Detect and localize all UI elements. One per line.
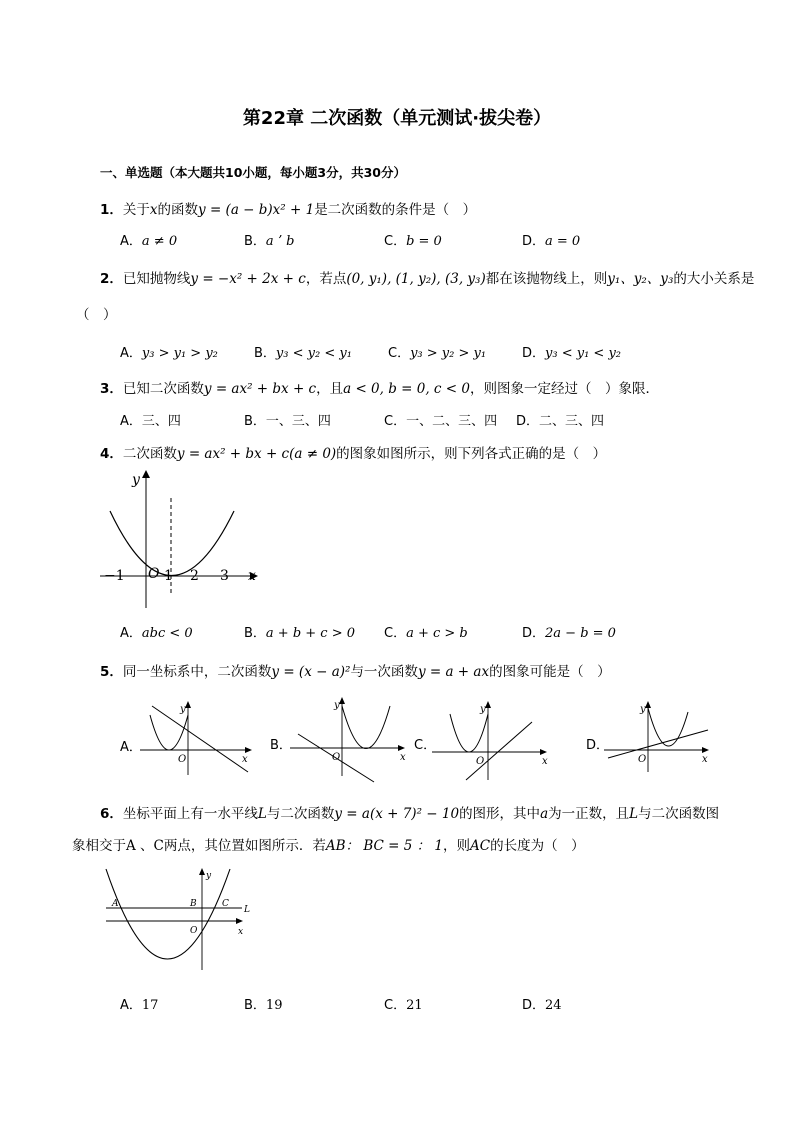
option-d[interactable]: D．y₃ < y₁ < y₂ <box>522 346 621 361</box>
q5-graph-c <box>432 700 552 784</box>
option-d[interactable]: D．2a − b = 0 <box>522 626 616 641</box>
option-b[interactable]: B． <box>270 738 292 753</box>
svg-text:O: O <box>476 756 485 767</box>
svg-text:y: y <box>334 700 340 711</box>
svg-text:B: B <box>190 899 197 909</box>
origin-label: O <box>148 566 160 582</box>
svg-text:x: x <box>400 752 406 763</box>
svg-text:O: O <box>178 754 187 765</box>
svg-text:y: y <box>180 704 186 715</box>
option-b[interactable]: B．a + b + c > 0 <box>244 626 356 641</box>
option-c[interactable]: C．21 <box>384 998 423 1013</box>
q6-parabola-graph <box>100 866 260 976</box>
q5-graph-b <box>290 696 410 786</box>
option-a[interactable]: A．三、四 <box>120 414 181 429</box>
option-a[interactable]: A．abc < 0 <box>120 626 193 641</box>
question-6: 6．坐标平面上有一水平线L与二次函数y = a(x + 7)² − 10的图形，其中a为一正数，且L与二次函数图 <box>100 806 720 822</box>
svg-text:y: y <box>206 871 212 881</box>
question-6-line2: 象相交于A 、C两点，其位置如图所示．若AB： BC = 5 ： 1，则AC的长度为（ ） <box>72 838 585 854</box>
option-b[interactable]: B．19 <box>244 998 283 1013</box>
x-axis-label: x <box>248 568 256 584</box>
svg-text:O: O <box>332 752 341 763</box>
option-a[interactable]: A．a ≠ 0 <box>120 234 178 249</box>
option-a[interactable]: A． <box>120 740 142 755</box>
svg-text:x: x <box>242 754 248 765</box>
option-a[interactable]: A．17 <box>120 998 159 1013</box>
question-2: 2．已知抛物线y = −x² + 2x + c，若点(0, y₁), (1, y₂), (3, y₃)都在该抛物线上，则y₁、y₂、y₃的大小关系是 <box>100 271 755 287</box>
tick-label: 3 <box>220 568 229 584</box>
q5-graph-a <box>140 700 260 780</box>
option-c[interactable]: C．b = 0 <box>384 234 442 249</box>
question-3: 3．已知二次函数y = ax² + bx + c，且a < 0, b = 0, c < 0，则图象一定经过（ ）象限． <box>100 381 659 397</box>
question-1: 1．关于x的函数y = (a − b)x² + 1是二次函数的条件是（ ） <box>100 202 477 218</box>
question-number: 1． <box>100 202 123 218</box>
option-b[interactable]: B．a ʼ b <box>244 234 295 249</box>
question-4: 4．二次函数y = ax² + bx + c(a ≠ 0)的图象如图所示，则下列各式正确的是（ ） <box>100 446 607 462</box>
q5-graph-d <box>604 700 716 776</box>
option-d[interactable]: D．24 <box>522 998 562 1013</box>
question-5: 5．同一坐标系中，二次函数y = (x − a)²与一次函数y = a + ax的图象可能是（ ） <box>100 664 611 680</box>
svg-text:L: L <box>244 905 250 915</box>
option-d[interactable]: D．a = 0 <box>522 234 581 249</box>
y-axis-label: y <box>132 472 140 488</box>
option-b[interactable]: B．一、三、四 <box>244 414 331 429</box>
option-d[interactable]: D．二、三、四 <box>516 414 605 429</box>
svg-text:x: x <box>542 756 548 767</box>
option-b[interactable]: B．y₃ < y₂ < y₁ <box>254 346 352 361</box>
page-title: 第22章 二次函数（单元测试·拔尖卷） <box>242 108 552 129</box>
svg-text:y: y <box>640 704 646 715</box>
svg-text:C: C <box>222 899 229 909</box>
option-a[interactable]: A．y₃ > y₁ > y₂ <box>120 346 218 361</box>
option-c[interactable]: C．a + c > b <box>384 626 468 641</box>
svg-text:O: O <box>190 926 198 936</box>
tick-label: −1 <box>104 568 125 584</box>
svg-text:x: x <box>238 927 244 937</box>
section-heading: 一、单选题（本大题共10小题，每小题3分，共30分） <box>100 165 406 180</box>
svg-text:A: A <box>112 899 119 909</box>
question-2-line2: （ ） <box>76 307 117 323</box>
option-d[interactable]: D． <box>586 738 610 753</box>
option-c[interactable]: C．一、二、三、四 <box>384 414 498 429</box>
svg-text:x: x <box>702 754 708 765</box>
option-c[interactable]: C．y₃ > y₂ > y₁ <box>388 346 487 361</box>
tick-label: 2 <box>190 568 199 584</box>
svg-text:y: y <box>480 704 486 715</box>
tick-label: 1 <box>164 568 173 584</box>
option-c[interactable]: C． <box>414 738 437 753</box>
q4-parabola-graph <box>100 468 270 613</box>
svg-text:O: O <box>638 754 647 765</box>
